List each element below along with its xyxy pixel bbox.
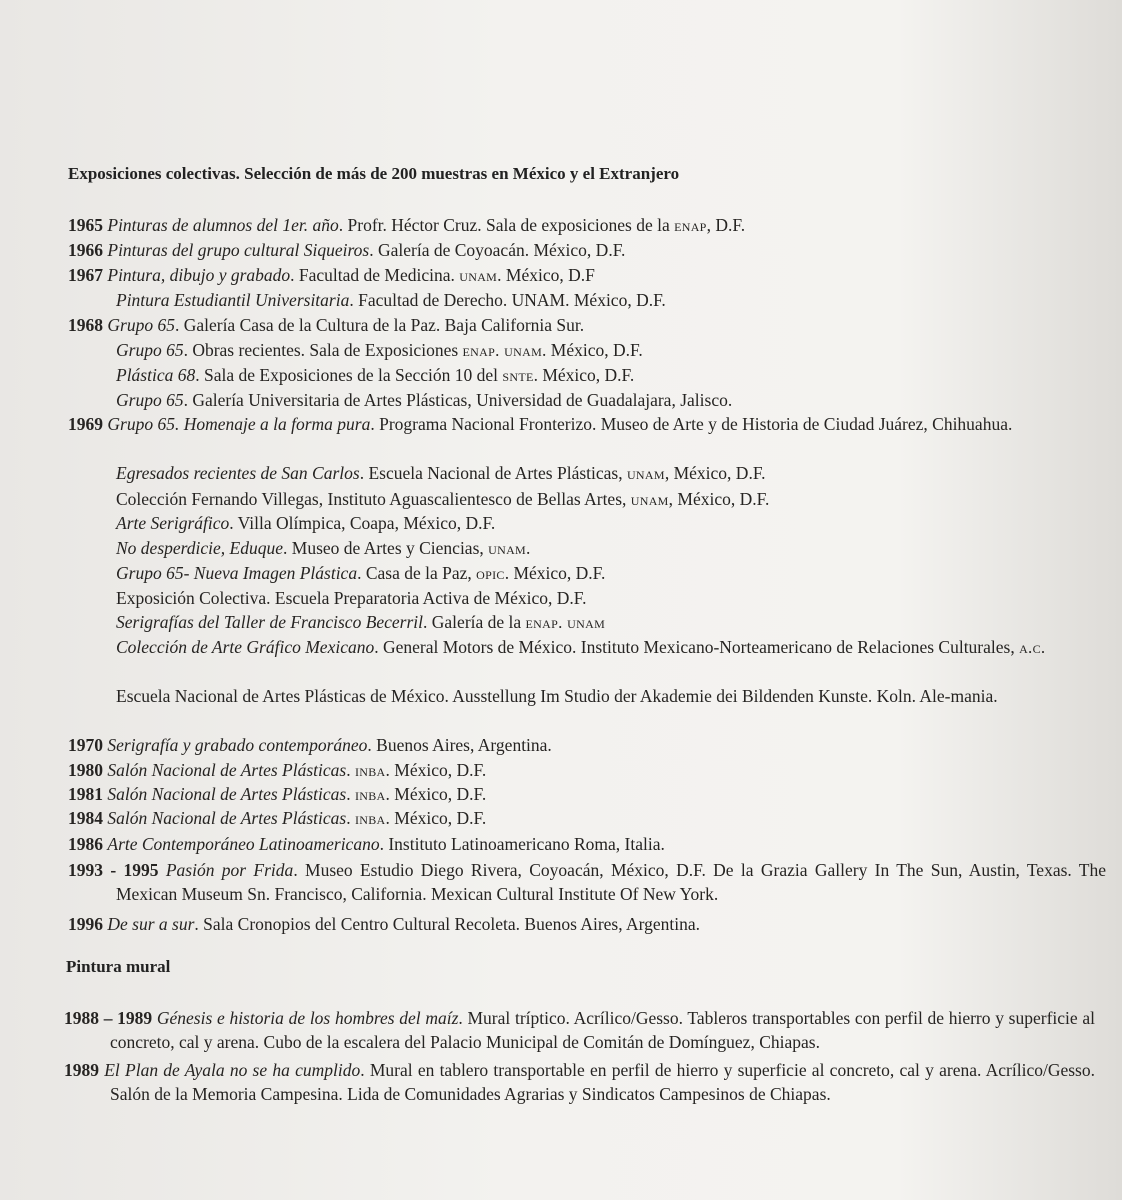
exhibition-entry-1966 [68, 238, 1106, 262]
exhibition-title: Serigrafía y grabado contemporáneo [107, 735, 368, 755]
institution-acronym: unam [630, 490, 669, 509]
exhibition-title: No desperdicie, Eduque [116, 538, 284, 558]
exhibition-entry-1981 [68, 782, 1106, 807]
exhibition-entry-1969 [68, 412, 1106, 436]
exhibition-entry-1969-b [116, 461, 1058, 486]
exhibition-entry-1970 [68, 733, 1106, 757]
entry-year: 1984 [68, 808, 103, 828]
entry-year: 1986 [68, 834, 103, 854]
exhibition-venue-tail: . México, D.F. [385, 808, 487, 828]
exhibition-title: Pinturas de alumnos del 1er. año [107, 215, 339, 235]
exhibition-venue: . Instituto Latinoamericano Roma, Italia. [379, 834, 665, 854]
exhibition-venue-tail: . México, D.F. [504, 563, 606, 583]
entry-year: 1967 [68, 265, 103, 285]
exhibition-venue: . [346, 808, 355, 828]
exhibition-venue: . Villa Olímpica, Coapa, México, D.F. [229, 513, 496, 533]
exhibition-title: Plástica 68 [116, 365, 196, 385]
exhibition-title: Arte Contemporáneo Latinoamericano [107, 834, 380, 854]
institution-acronym: enap. unam [525, 613, 606, 632]
exhibition-entry-1969-j [116, 684, 1058, 708]
exhibition-venue: . Sala Cronopios del Centro Cultural Recoleta. Buenos Aires, Argentina. [194, 914, 701, 934]
exhibition-entry-1986 [68, 832, 1106, 856]
exhibition-title: Pinturas del grupo cultural Siqueiros [107, 240, 370, 260]
exhibition-venue-tail: , México, D.F. [664, 463, 766, 483]
exhibition-venue-tail: . México, D.F. [385, 784, 487, 804]
exhibition-venue: . General Motors de México. Instituto Mexicano-Norteamericano de Relaciones Culturales, [374, 637, 1020, 657]
exhibition-entry-1969-c [116, 487, 1058, 512]
exhibition-venue-tail: . México, D.F. [542, 340, 643, 360]
exhibition-entry-1968 [68, 313, 1106, 337]
exhibition-entry-1969-f [116, 561, 1058, 586]
exhibition-title: Salón Nacional de Artes Plásticas [107, 760, 347, 780]
exhibition-title: De sur a sur [107, 914, 195, 934]
exhibition-entry-1980 [68, 758, 1106, 783]
exhibition-venue: . [346, 760, 355, 780]
exhibition-venue: . Casa de la Paz, [357, 563, 477, 583]
exhibition-entry-1969-g [116, 586, 1058, 610]
entry-year: 1968 [68, 315, 103, 335]
exhibition-venue: . Facultad de Medicina. [290, 265, 460, 285]
entry-year: 1989 [64, 1060, 99, 1080]
exhibition-venue: . Facultad de Derecho. UNAM. México, D.F. [349, 290, 666, 310]
exhibition-title: Grupo 65. Homenaje a la forma pura [107, 414, 371, 434]
exhibition-title: Pintura, dibujo y grabado [107, 265, 291, 285]
exhibition-venue: . Escuela Nacional de Artes Plásticas, [359, 463, 627, 483]
institution-acronym: inba [354, 761, 386, 780]
entry-year: 1965 [68, 215, 103, 235]
mural-description: . Mural en tablero transportable en perfil de hierro y superficie al concreto, cal y arena. Acrílico/Gesso. Salón de la Memoria Campesina. Lida de Comunidades Agrarias y Sindicatos Campesinos de Chiapas. [110, 1060, 1095, 1104]
institution-acronym: enap [674, 216, 707, 235]
institution-acronym: a.c. [1019, 638, 1046, 657]
exhibition-venue: . Galería Universitaria de Artes Plásticas, Universidad de Guadalajara, Jalisco. [183, 390, 733, 410]
exhibition-venue-tail: , México, D.F. [668, 489, 770, 509]
exhibition-title: Grupo 65 [116, 340, 184, 360]
exhibition-venue: . Buenos Aires, Argentina. [367, 735, 552, 755]
exhibition-title: Salón Nacional de Artes Plásticas [107, 808, 347, 828]
mural-entry-1989 [64, 1058, 1095, 1106]
mural-title: El Plan de Ayala no se ha cumplido [104, 1060, 361, 1080]
institution-acronym: unam [459, 266, 498, 285]
exhibition-venue: Exposición Colectiva. Escuela Preparatoria Activa de México, D.F. [116, 588, 587, 608]
entry-year: 1969 [68, 414, 103, 434]
exhibition-venue: Colección Fernando Villegas, Instituto Aguascalientesco de Bellas Artes, [116, 489, 631, 509]
institution-acronym: snte [502, 366, 534, 385]
institution-acronym: enap. unam [462, 341, 543, 360]
section-heading-exposiciones: Exposiciones colectivas. Selección de más de 200 muestras en México y el Extranjero [68, 164, 680, 183]
exhibition-title: Grupo 65- Nueva Imagen Plástica [116, 563, 358, 583]
exhibition-venue: . Galería Casa de la Cultura de la Paz. Baja California Sur. [174, 315, 585, 335]
exhibition-entry-1969-i [116, 635, 1058, 660]
institution-acronym: inba [354, 785, 386, 804]
exhibition-venue-tail: , D.F. [706, 215, 746, 235]
exhibition-venue: . Sala de Exposiciones de la Sección 10 del [195, 365, 503, 385]
entry-year: 1980 [68, 760, 103, 780]
exhibition-venue: . Obras recientes. Sala de Exposiciones [183, 340, 463, 360]
exhibition-title: Arte Serigráfico [116, 513, 230, 533]
exhibition-venue: . Galería de la [423, 612, 526, 632]
entry-year: 1966 [68, 240, 103, 260]
exhibition-venue-tail: . México, D.F [497, 265, 595, 285]
exhibition-title: Egresados recientes de San Carlos [116, 463, 360, 483]
exhibition-venue: . [346, 784, 355, 804]
exhibition-entry-1996 [68, 912, 1106, 936]
entry-year: 1988 – 1989 [64, 1008, 153, 1028]
institution-acronym: unam [488, 539, 527, 558]
exhibition-title: Grupo 65 [116, 390, 184, 410]
exhibition-entry-1984 [68, 806, 1106, 831]
exhibition-entry-1969-d [116, 511, 1058, 535]
exhibition-entry-1969-h [116, 610, 1058, 635]
institution-acronym: unam [626, 464, 665, 483]
exhibition-venue-tail: . México, D.F. [533, 365, 635, 385]
mural-entry-1988 [64, 1006, 1095, 1054]
section-heading-pintura-mural: Pintura mural [66, 957, 171, 976]
exhibition-entry-1968-c [116, 363, 1058, 388]
mural-title: Génesis e historia de los hombres del maíz [156, 1008, 459, 1028]
exhibition-venue: . Museo de Artes y Ciencias, [283, 538, 489, 558]
exhibition-entry-1993 [68, 858, 1106, 906]
exhibition-entry-1967 [68, 263, 1106, 288]
exhibition-venue-tail: . México, D.F. [385, 760, 487, 780]
exhibition-venue: . Profr. Héctor Cruz. Sala de exposiciones de la [338, 215, 675, 235]
exhibition-venue: . Museo Estudio Diego Rivera, Coyoacán, México, D.F. De la Grazia Gallery In The Sun, Austin, Texas. The Mexican Museum Sn. Francisco, California. Mexican Cultural Institute Of New York. [116, 860, 1106, 904]
exhibition-entry-1969-e [116, 536, 1058, 561]
exhibition-entry-1967-b [116, 288, 1058, 312]
institution-acronym: opic [476, 564, 505, 583]
exhibition-title: Grupo 65 [107, 315, 175, 335]
entry-year: 1981 [68, 784, 103, 804]
entry-year: 1970 [68, 735, 103, 755]
exhibition-entry-1965 [68, 213, 1106, 238]
exhibition-entry-1968-b [116, 338, 1058, 363]
entry-year: 1996 [68, 914, 103, 934]
exhibition-title: Pintura Estudiantil Universitaria [116, 290, 350, 310]
exhibition-venue: . Programa Nacional Fronterizo. Museo de Arte y de Historia de Ciudad Juárez, Chihuahua. [370, 414, 1013, 434]
exhibition-entry-1968-d [116, 388, 1058, 412]
exhibition-venue-tail: . [526, 538, 531, 558]
exhibition-venue: Escuela Nacional de Artes Plásticas de México. Ausstellung Im Studio der Akademie dei Bildenden Kunste. Koln. Ale-mania. [116, 686, 998, 706]
institution-acronym: inba [354, 809, 386, 828]
entry-year: 1993 - 1995 [68, 860, 159, 880]
exhibition-title: Serigrafías del Taller de Francisco Becerril [116, 612, 424, 632]
exhibition-venue: . Galería de Coyoacán. México, D.F. [369, 240, 626, 260]
exhibition-title: Salón Nacional de Artes Plásticas [107, 784, 347, 804]
exhibition-title: Pasión por Frida [165, 860, 294, 880]
exhibition-title: Colección de Arte Gráfico Mexicano [116, 637, 375, 657]
mural-description: . Mural tríptico. Acrílico/Gesso. Tableros transportables con perfil de hierro y superficie al concreto, cal y arena. Cubo de la escalera del Palacio Municipal de Comitán de Domínguez, Chiapas. [110, 1008, 1095, 1052]
